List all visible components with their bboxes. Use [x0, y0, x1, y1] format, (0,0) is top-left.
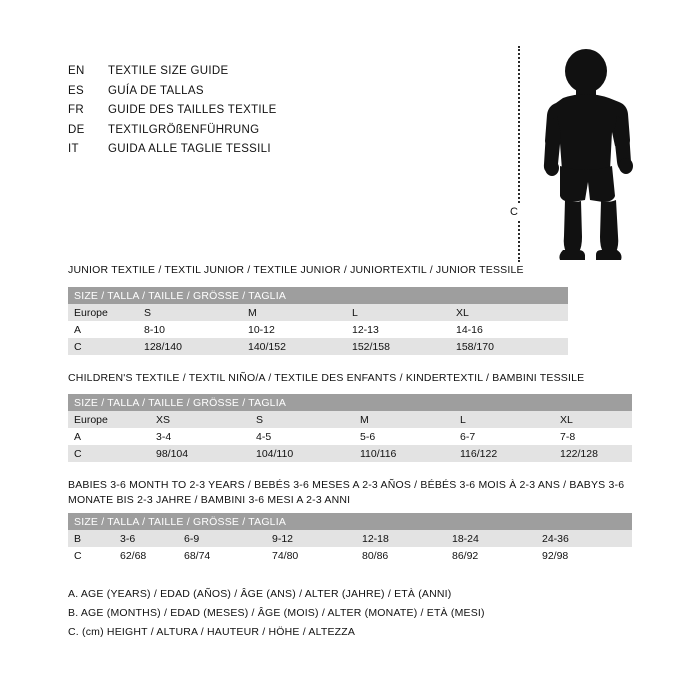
table-cell: 12-13 [352, 321, 456, 338]
table-cell: 18-24 [452, 530, 542, 547]
table-row [68, 304, 568, 321]
column-header: XL [456, 304, 568, 321]
table-cell: 24-36 [542, 530, 632, 547]
table-cell: 104/110 [256, 445, 360, 462]
language-row [68, 140, 428, 160]
column-header: M [360, 411, 460, 428]
height-measure-line [518, 46, 520, 262]
column-header: Europe [68, 411, 156, 428]
language-row [68, 121, 428, 141]
table-cell: 10-12 [248, 321, 352, 338]
table-children [68, 394, 632, 462]
table-header-row [68, 513, 632, 530]
column-header: L [460, 411, 560, 428]
language-text: GUIDE DES TAILLES TEXTILE [108, 104, 277, 116]
language-code: ES [68, 84, 84, 97]
row-label: A [68, 428, 156, 445]
table-cell: 7-8 [560, 428, 632, 445]
size-header-cell: SIZE / TALLA / TAILLE / GRÖSSE / TAGLIA [68, 394, 632, 411]
section-title-children: CHILDREN'S TEXTILE / TEXTIL NIÑO/A / TEXTILE DES ENFANTS / KINDERTEXTIL / BAMBINI TESSILE [68, 372, 585, 384]
table-cell: 92/98 [542, 547, 632, 564]
table-cell: 110/116 [360, 445, 460, 462]
table-header-row [68, 287, 568, 304]
table-cell: 6-9 [184, 530, 272, 547]
table-row [68, 338, 568, 355]
row-label: C [68, 547, 120, 564]
row-label: C [68, 445, 156, 462]
table-cell: 62/68 [120, 547, 184, 564]
table-row [68, 321, 568, 338]
table-cell: 122/128 [560, 445, 632, 462]
figure-illustration [495, 44, 655, 264]
legend-item-height: C. (cm) HEIGHT / ALTURA / HAUTEUR / HÖHE / ALTEZZA [68, 626, 356, 638]
size-header-cell: SIZE / TALLA / TAILLE / GRÖSSE / TAGLIA [68, 287, 568, 304]
table-cell: 140/152 [248, 338, 352, 355]
child-silhouette-icon [533, 44, 648, 264]
language-list [68, 62, 428, 160]
column-header: L [352, 304, 456, 321]
table-babies [68, 513, 632, 564]
height-measure-label: C [507, 204, 521, 220]
table-cell: 86/92 [452, 547, 542, 564]
table-cell: 4-5 [256, 428, 360, 445]
column-header: XL [560, 411, 632, 428]
language-text: GUIDA ALLE TAGLIE TESSILI [108, 143, 271, 155]
table-cell: 152/158 [352, 338, 456, 355]
language-text: GUÍA DE TALLAS [108, 84, 204, 97]
table-cell: 5-6 [360, 428, 460, 445]
table-cell: 6-7 [460, 428, 560, 445]
table-cell: 3-6 [120, 530, 184, 547]
legend [68, 585, 485, 642]
table-cell: 12-18 [362, 530, 452, 547]
size-header-cell: SIZE / TALLA / TAILLE / GRÖSSE / TAGLIA [68, 513, 632, 530]
table-row [68, 547, 632, 564]
language-code: FR [68, 104, 84, 116]
table-cell: 74/80 [272, 547, 362, 564]
legend-item-age-years: A. AGE (YEARS) / EDAD (AÑOS) / ÂGE (ANS) / ALTER (JAHRE) / ETÀ (ANNI) [68, 588, 452, 600]
language-code: IT [68, 143, 79, 155]
table-cell: 128/140 [144, 338, 248, 355]
table-row [68, 428, 632, 445]
language-row [68, 62, 428, 82]
table-cell: 80/86 [362, 547, 452, 564]
table-cell: 68/74 [184, 547, 272, 564]
column-header: M [248, 304, 352, 321]
table-cell: 9-12 [272, 530, 362, 547]
section-title-junior: JUNIOR TEXTILE / TEXTIL JUNIOR / TEXTILE JUNIOR / JUNIORTEXTIL / JUNIOR TESSILE [68, 264, 524, 276]
language-row [68, 82, 428, 102]
table-cell: 158/170 [456, 338, 568, 355]
language-row [68, 101, 428, 121]
language-text: TEXTILGRÖßENFÜHRUNG [108, 123, 260, 136]
table-row [68, 411, 632, 428]
table-cell: 116/122 [460, 445, 560, 462]
table-row [68, 530, 632, 547]
column-header: XS [156, 411, 256, 428]
column-header: Europe [68, 304, 144, 321]
row-label: A [68, 321, 144, 338]
language-text: TEXTILE SIZE GUIDE [108, 65, 229, 77]
table-cell: 3-4 [156, 428, 256, 445]
column-header: S [144, 304, 248, 321]
legend-item-age-months: B. AGE (MONTHS) / EDAD (MESES) / ÂGE (MOIS) / ALTER (MONATE) / ETÀ (MESI) [68, 607, 485, 619]
table-cell: 14-16 [456, 321, 568, 338]
section-title-babies: BABIES 3-6 MONTH TO 2-3 YEARS / BEBÉS 3-6 MESES A 2-3 AÑOS / BÉBÉS 3-6 MOIS À 2-3 ANS / BABYS 3-6 MONATE BIS 2-3 JAHRE / BAMBINI 3-6 MESI A 2-3 ANNI [68, 479, 625, 506]
table-row [68, 445, 632, 462]
table-cell: 98/104 [156, 445, 256, 462]
column-header: S [256, 411, 360, 428]
language-code: EN [68, 65, 85, 77]
table-header-row [68, 394, 632, 411]
language-code: DE [68, 123, 85, 136]
row-label: B [68, 530, 120, 547]
row-label: C [68, 338, 144, 355]
table-junior [68, 287, 568, 355]
table-cell: 8-10 [144, 321, 248, 338]
